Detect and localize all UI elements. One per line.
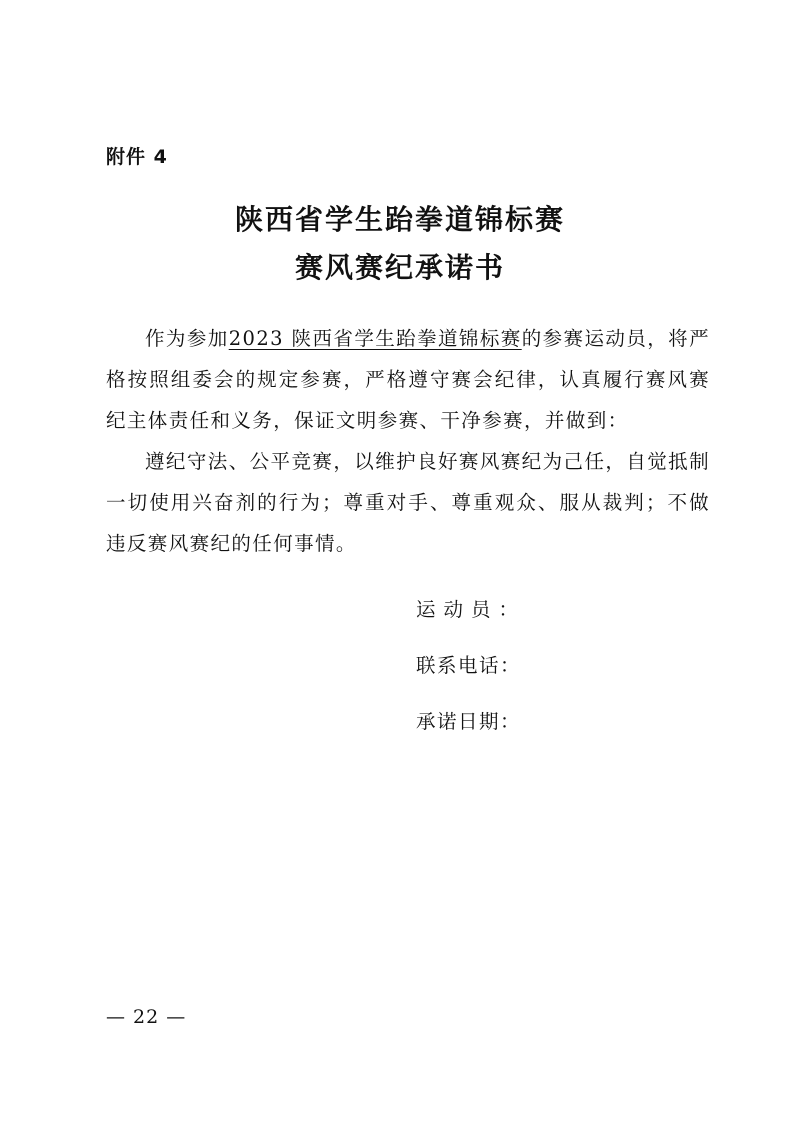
athlete-signature-label: 运动员：: [416, 598, 527, 621]
pledge-date-label: 承诺日期：: [416, 710, 522, 733]
page-number: — 22 —: [106, 1006, 187, 1028]
document-subtitle: 赛风赛纪承诺书: [294, 251, 505, 284]
pledge-paragraph-2: 遵纪守法、公平竞赛，以维护良好赛风赛纪为己任，自觉抵制一切使用兴奋剂的行为；尊重对手、尊重观众、服从裁判；不做违反赛风赛纪的任何事情。: [106, 450, 710, 555]
para1-rest: 的参赛运动员，将严格按照组委会的规定参赛，严格遵守赛会纪律，认真履行赛风赛纪主体责任和义务，保证文明参赛、干净参赛，并做到：: [106, 327, 710, 432]
para1-prefix: 作为参加: [145, 327, 229, 350]
document-title: 陕西省学生跆拳道锦标赛: [234, 203, 565, 236]
pledge-body: [106, 318, 710, 564]
event-name-underlined: 2023 陕西省学生跆拳道锦标赛: [228, 327, 522, 350]
phone-label: 联系电话：: [416, 654, 522, 677]
pledge-paragraph-1: [106, 318, 710, 441]
attachment-label: 附件 4: [106, 146, 168, 168]
